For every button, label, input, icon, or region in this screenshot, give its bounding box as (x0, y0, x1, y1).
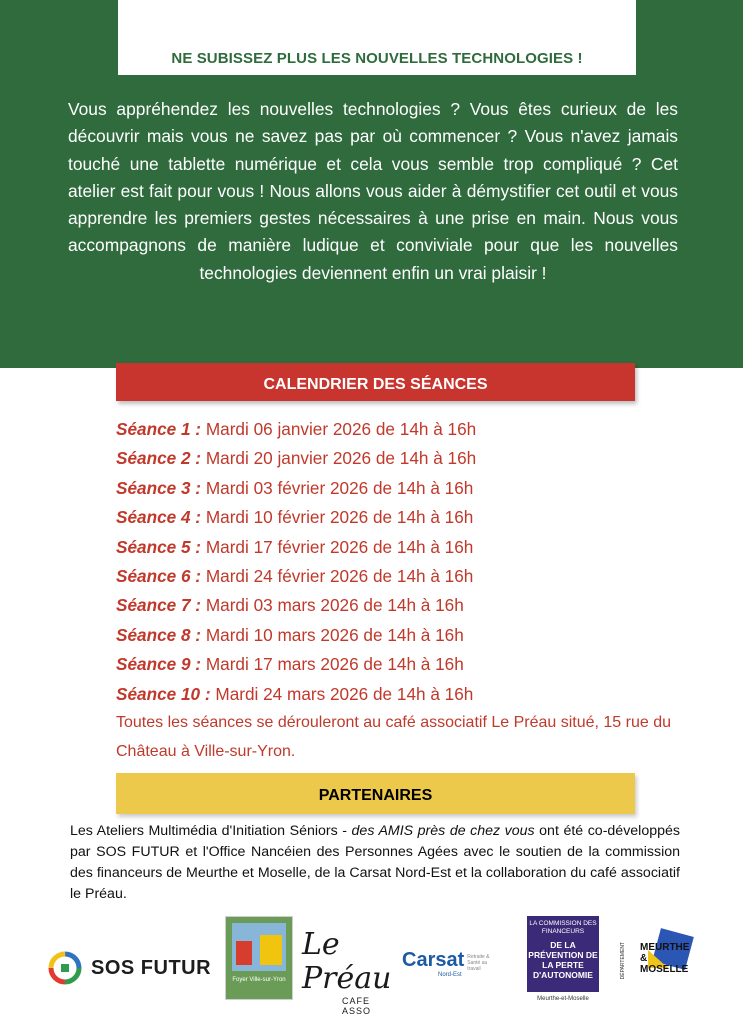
partners-text-after: ont été co-développés par SOS FUTUR et l'Office Nancéien des Personnes Agées avec le soutien de la commission des financeurs de Meurthe et Moselle, de la Carsat Nord-Est et la collaboration du café associatif le Préau. (70, 823, 680, 902)
sos-futur-logo (47, 950, 222, 986)
foyer-logo (225, 916, 293, 1000)
page-title: NE SUBISSEZ PLUS LES NOUVELLES TECHNOLOGIES ! (171, 50, 583, 67)
le-preau-logo (302, 927, 398, 1016)
session-date: Mardi 24 février 2026 de 14h à 16h (205, 565, 474, 586)
intro-text: Vous appréhendez les nouvelles technologies ? Vous êtes curieux de les découvrir mais vous ne savez pas par où commencer ? Vous n'avez jamais touché une tablette numérique et cela vous semble trop compliqué ? Cet atelier est fait pour vous ! Nous allons vous aider à démystifier cet outil et vous apprendre les premiers gestes nécessaires à une prise en main. Nous vous accompagnons de manière ludique et conviviale pour que les nouvelles technologies deviennent enfin un vrai plaisir ! (68, 99, 678, 283)
session-item (116, 503, 676, 532)
session-item (116, 621, 676, 650)
session-item (116, 444, 676, 473)
session-date: Mardi 03 mars 2026 de 14h à 16h (205, 595, 464, 616)
partner-logos (0, 910, 743, 1020)
partners-header (116, 773, 635, 814)
session-label: Séance 6 : (116, 565, 206, 586)
session-item (116, 415, 676, 444)
session-item (116, 562, 676, 591)
session-date: Mardi 24 mars 2026 de 14h à 16h (215, 683, 474, 704)
session-label: Séance 4 : (116, 507, 206, 528)
le-preau-sub: CAFE ASSO (342, 996, 372, 1016)
session-date: Mardi 10 mars 2026 de 14h à 16h (205, 624, 464, 645)
commission-main: DE LA PRÉVENTION DE LA PERTE D'AUTONOMIE (528, 940, 598, 980)
foyer-house (260, 935, 282, 965)
location-note: Toutes les séances se dérouleront au café associatif Le Préau situé, 15 rue du Château à Ville-sur-Yron. (116, 714, 672, 760)
partners-text-before: Les Ateliers Multimédia d'Initiation Séniors - (70, 823, 352, 839)
foyer-house (236, 941, 252, 965)
carsat-label: Carsat (402, 948, 465, 971)
calendar-title: CALENDRIER DES SÉANCES (263, 376, 488, 393)
session-label: Séance 7 : (116, 595, 206, 616)
session-date: Mardi 20 janvier 2026 de 14h à 16h (205, 448, 477, 469)
foyer-caption: Foyer Ville-sur-Yron (232, 977, 286, 983)
title-box (118, 0, 636, 75)
session-label: Séance 3 : (116, 477, 206, 498)
commission-top: LA COMMISSION DES FINANCEURS (529, 920, 597, 935)
commission-logo (527, 916, 599, 992)
session-list (116, 415, 676, 709)
meurthe-label: MEURTHE & MOSELLE (640, 942, 690, 975)
session-item (116, 591, 676, 620)
session-date: Mardi 06 janvier 2026 de 14h à 16h (205, 419, 477, 439)
session-label: Séance 8 : (116, 624, 206, 645)
session-label: Séance 9 : (116, 654, 206, 675)
partners-title: PARTENAIRES (318, 786, 433, 804)
le-preau-script: Le Préau (302, 927, 392, 996)
session-date: Mardi 17 mars 2026 de 14h à 16h (205, 654, 464, 675)
carsat-sub: Retraite & Santé au travail (467, 954, 490, 972)
sos-futur-icon (47, 950, 83, 986)
session-item (116, 474, 676, 503)
partners-text (70, 821, 680, 905)
session-item (116, 680, 676, 709)
session-date: Mardi 10 février 2026 de 14h à 16h (205, 507, 474, 528)
session-label: Séance 5 : (116, 536, 206, 557)
session-label: Séance 10 : (116, 683, 216, 704)
session-date: Mardi 03 février 2026 de 14h à 16h (205, 477, 474, 498)
session-label: Séance 2 : (116, 448, 206, 469)
session-item (116, 650, 676, 679)
commission-sub: Meurthe-et-Moselle (537, 996, 589, 1002)
meurthe-moselle-logo (618, 930, 698, 986)
sos-futur-label: SOS FUTUR (91, 956, 212, 979)
session-date: Mardi 17 février 2026 de 14h à 16h (205, 536, 474, 557)
carsat-logo (402, 948, 514, 978)
partners-text-italic: des AMIS près de chez vous (351, 823, 535, 839)
calendar-header (116, 363, 635, 401)
session-label: Séance 1 : (116, 419, 206, 439)
session-item (116, 533, 676, 562)
meurthe-dept: DÉPARTEMENT (620, 942, 626, 980)
carsat-region: Nord-Est (438, 971, 462, 978)
